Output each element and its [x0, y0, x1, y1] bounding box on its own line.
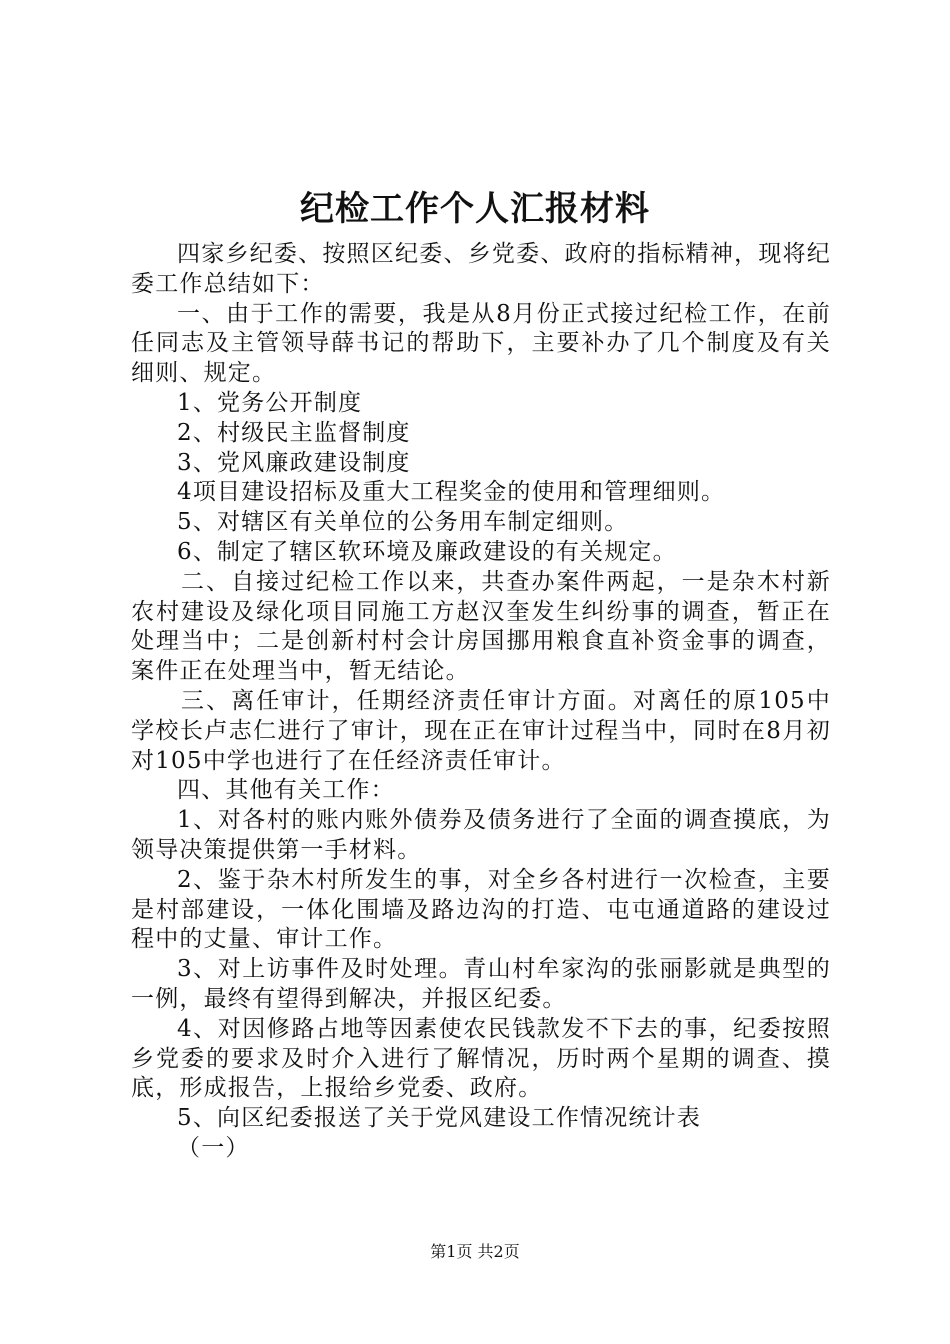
list-item: 2、村级民主监督制度 — [177, 419, 411, 446]
document-body — [131, 240, 831, 1164]
page-number-footer: 第1页 共2页 — [430, 1242, 520, 1261]
list-item: 4项目建设招标及重大工程奖金的使用和管理细则。 — [177, 479, 726, 506]
intro-paragraph: 四家乡纪委、按照区纪委、乡党委、政府的指标精神，现将纪委工作总结如下： — [131, 241, 831, 297]
document-title: 纪检工作个人汇报材料 — [300, 189, 650, 229]
list-item: 5、对辖区有关单位的公务用车制定细则。 — [177, 509, 629, 536]
list-item: 1、党务公开制度 — [177, 389, 363, 416]
section-one-paragraph: 一、由于工作的需要，我是从8月份正式接过纪检工作，在前任同志及主管领导薛书记的帮助下，主要补办了几个制度及有关细则、规定。 — [131, 300, 831, 387]
list-item: 5、向区纪委报送了关于党风建设工作情况统计表 — [177, 1105, 702, 1132]
list-item: 2、鉴于杂木村所发生的事，对全乡各村进行一次检查，主要是村部建设，一体化围墙及路边沟的打造、屯屯通道路的建设过程中的丈量、审计工作。 — [131, 866, 831, 953]
list-item: 1、对各村的账内账外债券及债务进行了全面的调查摸底，为领导决策提供第一手材料。 — [131, 807, 831, 863]
list-item: 6、制定了辖区软环境及廉政建设的有关规定。 — [177, 538, 677, 565]
list-item: 3、对上访事件及时处理。青山村牟家沟的张丽影就是典型的一例，最终有望得到解决，并报区纪委。 — [131, 956, 831, 1012]
section-two-paragraph: 二、自接过纪检工作以来，共查办案件两起，一是杂木村新农村建设及绿化项目同施工方赵汉奎发生纠纷事的调查，暂正在处理当中；二是创新村村会计房国挪用粮食直补资金事的调查，案件正在处理当中，暂无结论。 — [131, 568, 831, 685]
sub-item-marker: （一） — [177, 1134, 250, 1161]
section-four-heading: 四、其他有关工作： — [177, 777, 395, 804]
section-three-paragraph: 三、离任审计，任期经济责任审计方面。对离任的原105中学校长卢志仁进行了审计，现在正在审计过程当中，同时在8月初对105中学也进行了在任经济责任审计。 — [131, 687, 831, 774]
list-item: 4、对因修路占地等因素使农民钱款发不下去的事，纪委按照乡党委的要求及时介入进行了解情况，历时两个星期的调查、摸底，形成报告，上报给乡党委、政府。 — [131, 1015, 831, 1102]
list-item: 3、党风廉政建设制度 — [177, 449, 411, 476]
